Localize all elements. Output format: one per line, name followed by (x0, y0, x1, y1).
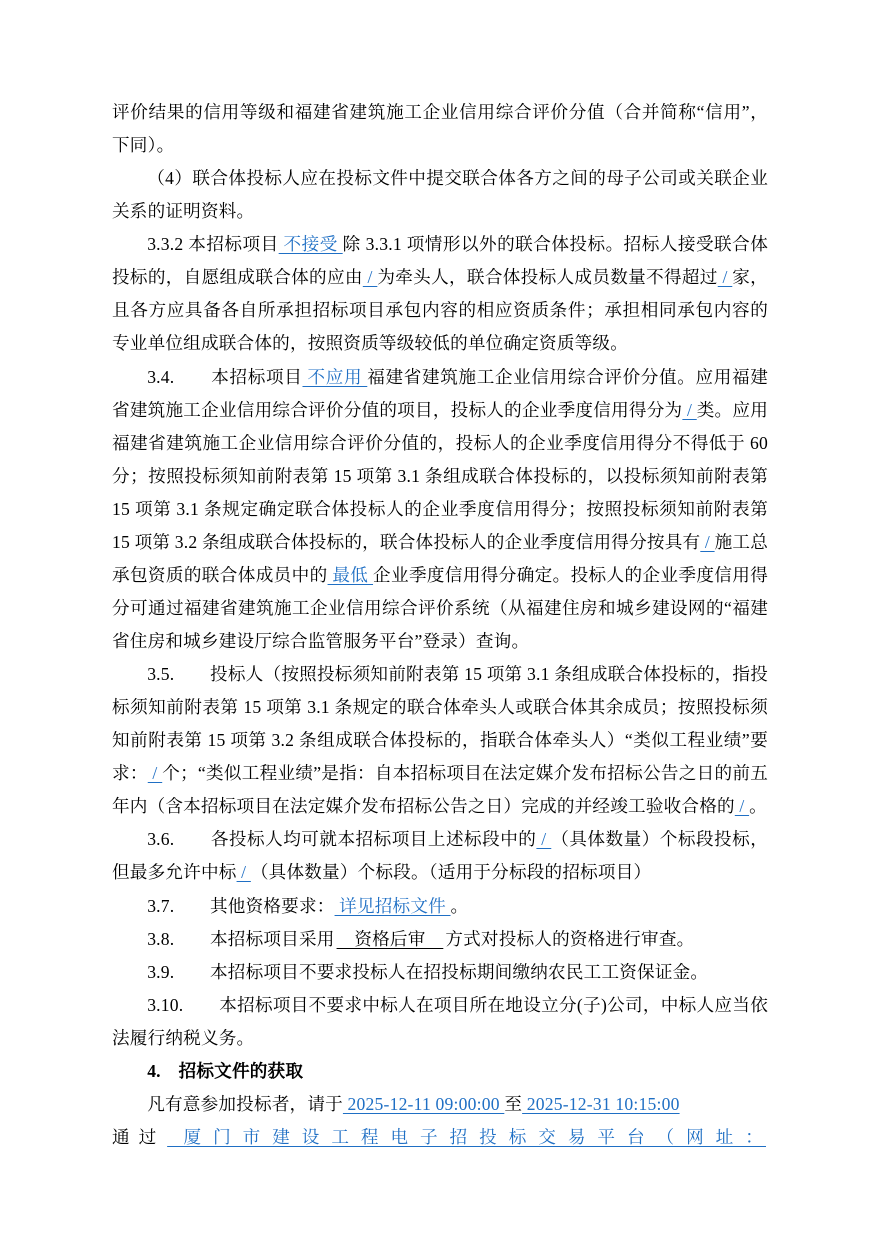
paragraph-3-5 (112, 658, 768, 823)
text-run: 凡有意参加投标者，请于 (147, 1093, 343, 1114)
form-field-not-applied[interactable]: 不应用 (302, 366, 368, 387)
form-field-end-datetime[interactable]: 2025-12-31 10:15:00 (522, 1093, 680, 1114)
text-run: 个；“类似工程业绩”是指：自本招标项目在法定媒介发布招标公告之日的前五年内（含本招标项目在法定媒介发布招标公告之日）完成的并经竣工验收合格的 (112, 763, 768, 817)
form-field-lowest[interactable]: 最低 (327, 564, 374, 585)
text-run: 施工总承包资质的联合体成员中的 (112, 531, 768, 585)
text-run: 本招标项目采用 (174, 928, 335, 949)
form-field-other-requirements[interactable]: 详见招标文件 (334, 895, 451, 916)
paragraph-4-body-continuation (112, 1121, 768, 1154)
text-run: 福建省建筑施工企业信用综合评价分值。应用福建省建筑施工企业信用综合评价分值的项目，投标人的企业季度信用得分为 (112, 366, 769, 420)
paragraph-consortium-proof (112, 162, 768, 228)
text-run: 企业季度信用得分确定。投标人的企业季度信用得分可通过福建省建筑施工企业信用综合评价系统（从福建住房和城乡建设网的“福建省住房和城乡建设厅综合监管服务平台”登录）查询。 (112, 564, 769, 651)
form-field-leader-blank[interactable]: / (362, 267, 378, 288)
form-field-win-section-count[interactable]: / (236, 862, 251, 883)
text-run: 3.3.2 本招标项目 (147, 234, 279, 255)
text-run: 各投标人均可就本招标项目上述标段中的 (174, 829, 537, 850)
paragraph-3-6 (112, 823, 768, 889)
section-number-3-4: 3.4. (147, 366, 175, 387)
paragraph-3-8 (112, 923, 768, 956)
section-number-3-5: 3.5. (147, 664, 175, 685)
form-field-review-method[interactable]: 资格后审 (336, 928, 444, 949)
paragraph-3-9 (112, 956, 768, 989)
form-field-similar-project-desc[interactable]: / (734, 796, 750, 817)
text-run: 其他资格要求： (174, 895, 335, 916)
paragraph-3-4 (112, 361, 768, 659)
text-run: 。 (749, 796, 767, 817)
text-run: （具体数量）个标段投标，但最多允许中标 (112, 829, 768, 883)
paragraph-3-3-2 (112, 228, 768, 360)
section-number-3-8: 3.8. (147, 928, 175, 949)
form-field-qualification-blank[interactable]: / (700, 531, 715, 552)
text-run: 家，且各方应具备各自所承担招标项目承包内容的相应资质条件；承担相同承包内容的专业单位组成联合体的，按照资质等级较低的单位确定资质等级。 (112, 267, 768, 354)
text-run: 至 (504, 1093, 523, 1114)
paragraph-credit-continuation (112, 96, 768, 162)
text-run: 。 (450, 895, 469, 916)
form-field-platform-name[interactable]: 厦门市建设工程电子招投标交易平台（网址： (167, 1126, 766, 1147)
paragraph-3-10 (112, 989, 768, 1055)
form-field-similar-project-count[interactable]: / (147, 763, 163, 784)
form-field-not-accept[interactable]: 不接受 (278, 234, 343, 255)
text-run: （4）联合体投标人应在投标文件中提交联合体各方之间的母子公司或关联企业关系的证明资料。 (112, 168, 768, 222)
form-field-bid-section-count[interactable]: / (536, 829, 552, 850)
section-number-3-10: 3.10. (147, 994, 184, 1015)
text-run: 本招标项目不要求中标人在项目所在地设立分(子)公司，中标人应当依法履行纳税义务。 (112, 994, 768, 1048)
text-run: （具体数量）个标段。（适用于分标段的招标项目） (250, 862, 652, 883)
form-field-start-datetime[interactable]: 2025-12-11 09:00:00 (342, 1093, 505, 1114)
text-run: 本招标项目不要求投标人在招投标期间缴纳农民工工资保证金。 (174, 961, 709, 982)
text-run: 本招标项目 (174, 366, 303, 387)
section-number-3-6: 3.6. (147, 829, 175, 850)
paragraph-3-7 (112, 890, 768, 923)
text-run: 投标人（按照投标须知前附表第 15 项第 3.1 条组成联合体投标的，指投标须知前附表第 15 项第 3.1 条规定的联合体牵头人或联合体其余成员；按照投标须知前附表第 15 项第 3.2 条组成联合体投标的，指联合体牵头人）“类似工程业绩”要求： (112, 664, 768, 784)
form-field-member-count-blank[interactable]: / (717, 267, 733, 288)
text-run: 通过 (112, 1126, 166, 1147)
section-number-3-7: 3.7. (147, 895, 175, 916)
text-run: 除 3.3.1 项情形以外的联合体投标。招标人接受联合体投标的，自愿组成联合体的应由 (112, 234, 768, 288)
form-field-credit-class-blank[interactable]: / (682, 399, 697, 420)
section-heading-4 (112, 1055, 768, 1088)
heading-text: 4. 招标文件的获取 (147, 1060, 304, 1081)
text-run: 为牵头人，联合体投标人成员数量不得超过 (377, 267, 718, 288)
text-run: 评价结果的信用等级和福建省建筑施工企业信用综合评价分值（合并简称“信用”，下同）。 (112, 102, 768, 156)
document-body (112, 96, 768, 1154)
text-run: 类。应用福建省建筑施工企业信用综合评价分值的，投标人的企业季度信用得分不得低于 60 分；按照投标须知前附表第 15 项第 3.1 条组成联合体投标的，以投标须知前附表第 15 项第 3.1 条规定确定联合体投标人的企业季度信用得分；按照投标须知前附表第 15 项第 3.2 条组成联合体投标的，联合体投标人的企业季度信用得分按具有 (112, 399, 769, 552)
text-run: 方式对投标人的资格进行审查。 (445, 928, 695, 949)
paragraph-4-body (112, 1088, 768, 1121)
section-number-3-9: 3.9. (147, 961, 175, 982)
